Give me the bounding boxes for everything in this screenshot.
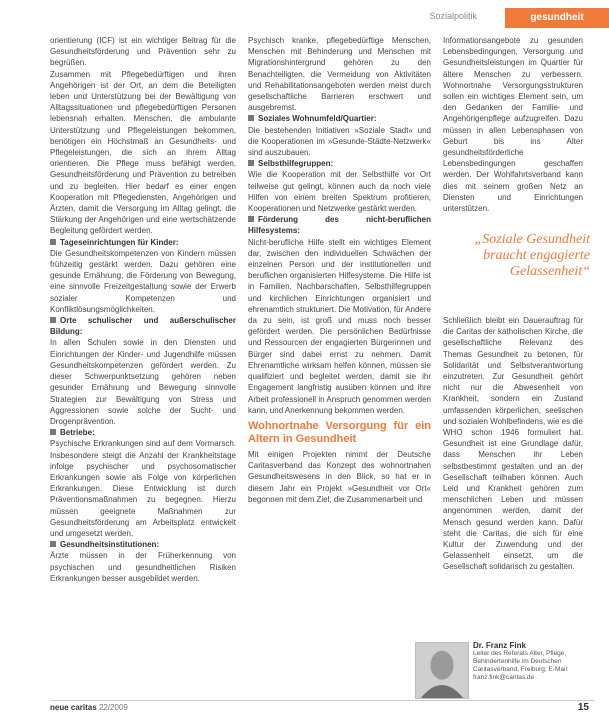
paragraph: Informationsangebote zu gesunden Lebensbedingungen, Versorgung und Gesundheitsleistungen im Quartier für ältere Menschen zu verbessern. Wohnortnahe Versorgungsstrukturen sollen ein wichtiges Element sein, um den Gedanken der Familie- und Angehörigenpflege aufzugreifen. Dazu müssen in allen Lebensphasen von Geburt bis ins Alter gesundheitsförderliche Lebensbedingungen geschaffen werden. Der Wohlfahrtsverband kann dies mit seinem großen Netz an Diensten und Einrichtungen unterstützen. bbox=[443, 36, 583, 214]
subheading-text: Soziales Wohnumfeld/Quartier: bbox=[258, 114, 377, 124]
subheading bbox=[248, 113, 431, 124]
section-heading: Wohnortnahe Versorgung für ein Altern in Gesundheit bbox=[248, 419, 431, 445]
subheading-text: Orte schulischer und außerschulischer Bildung: bbox=[50, 316, 236, 337]
column-3 bbox=[443, 35, 583, 214]
square-bullet-icon bbox=[248, 216, 254, 222]
subheading-text: Förderung des nicht-beruflichen Hilfesystems: bbox=[248, 215, 431, 236]
paragraph: Die bestehenden Initiativen »Soziale Stadt« und die Kooperationen im »Gesunde-Städte-Netzwerk« sind auszubauen. bbox=[248, 125, 431, 158]
square-bullet-icon bbox=[50, 429, 56, 435]
subheading bbox=[50, 315, 236, 337]
square-bullet-icon bbox=[248, 115, 254, 121]
square-bullet-icon bbox=[50, 239, 56, 245]
subheading-text: Selbsthilfegruppen: bbox=[258, 159, 334, 169]
subheading bbox=[248, 158, 431, 169]
footer-issue: 22/2009 bbox=[98, 703, 128, 712]
paragraph: In allen Schulen sowie in den Diensten und Einrichtungen der Kinder- und Jugendhilfe müssen Gesundheitskompetenzen gefördert werden. Zu dieser Schwerpunktsetzung gehören neben gesunder Ernährung und Bewegung sinnvolle Strategien zur Bewältigung von Stress und Aggressionen sowie solche der Sucht- und Drogenprävention. bbox=[50, 338, 236, 426]
footer-publication bbox=[50, 703, 128, 712]
subheading bbox=[248, 214, 431, 236]
author-photo bbox=[415, 642, 469, 699]
subheading-text: Gesundheitsinstitutionen: bbox=[60, 540, 160, 550]
square-bullet-icon bbox=[50, 317, 56, 323]
paragraph: Die Gesundheitskompetenzen von Kindern müssen frühzeitig gestärkt werden. Dazu gehören eine gesunde Ernährung, die Förderung von Bewegung, eine sinnvolle Freizeitgestaltung sowie der Erwerb sozialer Kompetenzen und Konfliktlösungsmöglichkeiten. bbox=[50, 248, 236, 314]
paragraph: Nicht-berufliche Hilfe stellt ein wichtiges Element dar, zwischen den individuellen Schwächen der einzelnen Person und der institutionellen und beruflichen organisierten Hilfesysteme. Die Hilfe ist in Familien, Nachbarschaften, Selbsthilfegruppen und kirchlichen Einrichtungen organisiert und ehrenamtlich strukturiert. Die Motivation, für Andere da zu sein, ist groß und muss noch besser gefördert werden. Die persönlichen Bedürfnisse und Ressourcen der engagierten Bürgerinnen und Bürger sind dabei ernst zu nehmen. Damit Ehrenamtliche wirksam helfen können, müssen sie qualifiziert und begleitet werden, damit sie ihr Engagement langfristig ausüben können und ihre Arbeit professionell in Anspruch genommen werden kann, und Anerkennung bekommen werden. bbox=[248, 237, 431, 415]
column-2 bbox=[248, 35, 431, 505]
page-number: 15 bbox=[577, 702, 589, 713]
column-3-lower bbox=[443, 315, 583, 573]
paragraph: Psychisch kranke, pflegebedürftige Menschen, Menschen mit Behinderung und Menschen mit Migrationshintergrund gehören zu den Benachteiligten, die Vermeidung von Aktivitäten und Rehabilitationsangeboten werden meist durch gesellschaftliche Barrieren erschwert und ausgebremst. bbox=[248, 36, 431, 113]
author-box bbox=[415, 642, 593, 699]
paragraph: Ärzte müssen in der Früherkennung von psychischen und gesundheitlichen Risiken Erkrankungen besser ausgebildet werden. bbox=[50, 551, 236, 583]
section-tag: gesundheit bbox=[505, 8, 609, 28]
subheading bbox=[50, 237, 236, 248]
footer-brand: neue caritas bbox=[50, 703, 97, 712]
author-name: Dr. Franz Fink bbox=[473, 641, 526, 650]
header bbox=[369, 8, 609, 28]
subheading bbox=[50, 539, 236, 550]
paragraph: Mit einigen Projekten nimmt der Deutsche Caritasverband das Konzept des wohnortnahen Gesundheitswesens in den Blick, so hat er in diesem Jahr ein Projekt »Gesundheit vor Ort« begonnen mit dem Ziel, die Zusammenarbeit und bbox=[248, 449, 431, 504]
subheading bbox=[50, 427, 236, 438]
column-1 bbox=[50, 35, 236, 584]
author-description: Leiter des Referats Alter, Pflege, Behindertenhilfe im Deutschen Caritasverband, Freiburg; E-Mail: franz.fink@caritas.de bbox=[473, 650, 569, 681]
paragraph: Psychische Erkrankungen sind auf dem Vormarsch. Insbesondere steigt die Anzahl der Krankheitstage infolge psychischer und psychosomatischer Erkrankungen sowie als Folge von körperlichen Erkrankungen. Diese Entwicklung ist durch Präventionsmaßnahmen zu begegnen. Hierzu müssen geeignete Maßnahmen zur Gesundheitsförderung am Arbeitsplatz entwickelt und umgesetzt werden. bbox=[50, 439, 236, 538]
paragraph: Schließlich bleibt ein Dauerauftrag für die Caritas der katholischen Kirche, die gesellschaftliche Relevanz des Themas Gesundheit zu betonen, für Solidarität und Selbstverantwortung einzutreten. Zur Gesundheit gehört nicht nur die Abwesenheit von Krankheit, sondern ein Zustand umfassenden körperlichen, seelischen und sozialen Wohlbefindens, wie es die WHO schon 1946 formuliert hat. Gesundheit ist eine Grundlage dafür, dass Menschen ihr Leben selbstbestimmt gestalten und an der Gesellschaft teilhaben können. Auch Leid und Krankheit gehören zum menschlichen Leben und müssen angenommen werden, damit der Mensch gesund werden kann. Dafür steht die Caritas, die sich für eine Kultur der Zuwendung und der Gelassenheit einsetzt, um die Gesellschaft solidarisch zu gestalten. bbox=[443, 316, 583, 572]
paragraph: Zusammen mit Pflegebedürftigen und ihren Angehörigen ist der Ort, an dem die Beteiligten leben und Unterstützung bei der Bewältigung von Alltagssituationen und pflegebedürftigen Personen lebensnah erhalten. Menschen, die ambulante Unterstützung und Pflegeleistungen bekommen, benötigen ein Höchstmaß an Gesundheits- und Pflegeleistungen, die sich an ihrem Alltag orientieren. Die Pflege muss befähigt werden, Gesundheitsförderung und Prävention zu betreiben und zu begleiten. Hier bedarf es einer engen Kooperation mit Pflegediensten, Angehörigen und Ärzten, damit die Versorgung im Alltag gelingt, die Stärkung der Angehörigen und eine wertschätzende Begleitung gefördert werden. bbox=[50, 69, 236, 236]
square-bullet-icon bbox=[248, 160, 254, 166]
section-rubric: Sozialpolitik bbox=[429, 11, 477, 21]
square-bullet-icon bbox=[50, 541, 56, 547]
subheading-text: Tageseinrichtungen für Kinder: bbox=[60, 237, 179, 247]
paragraph: orientierung (ICF) ist ein wichtiger Beitrag für die Gesundheitsförderung und Prävention sehr zu begrüßen. bbox=[50, 36, 236, 68]
subheading-text: Betriebe: bbox=[60, 428, 95, 438]
paragraph: Wie die Kooperation mit der Selbsthilfe vor Ort teilweise gut gelingt, können auch da noch viele Hilfen von einem breiten Spektrum profitieren, Kooperationen und Netzwerke gestärkt werden. bbox=[248, 170, 431, 214]
author-bio bbox=[473, 642, 593, 682]
footer-divider bbox=[50, 700, 595, 701]
pull-quote: „Soziale Gesundheit braucht engagierte Gelassenheit“ bbox=[474, 232, 590, 279]
